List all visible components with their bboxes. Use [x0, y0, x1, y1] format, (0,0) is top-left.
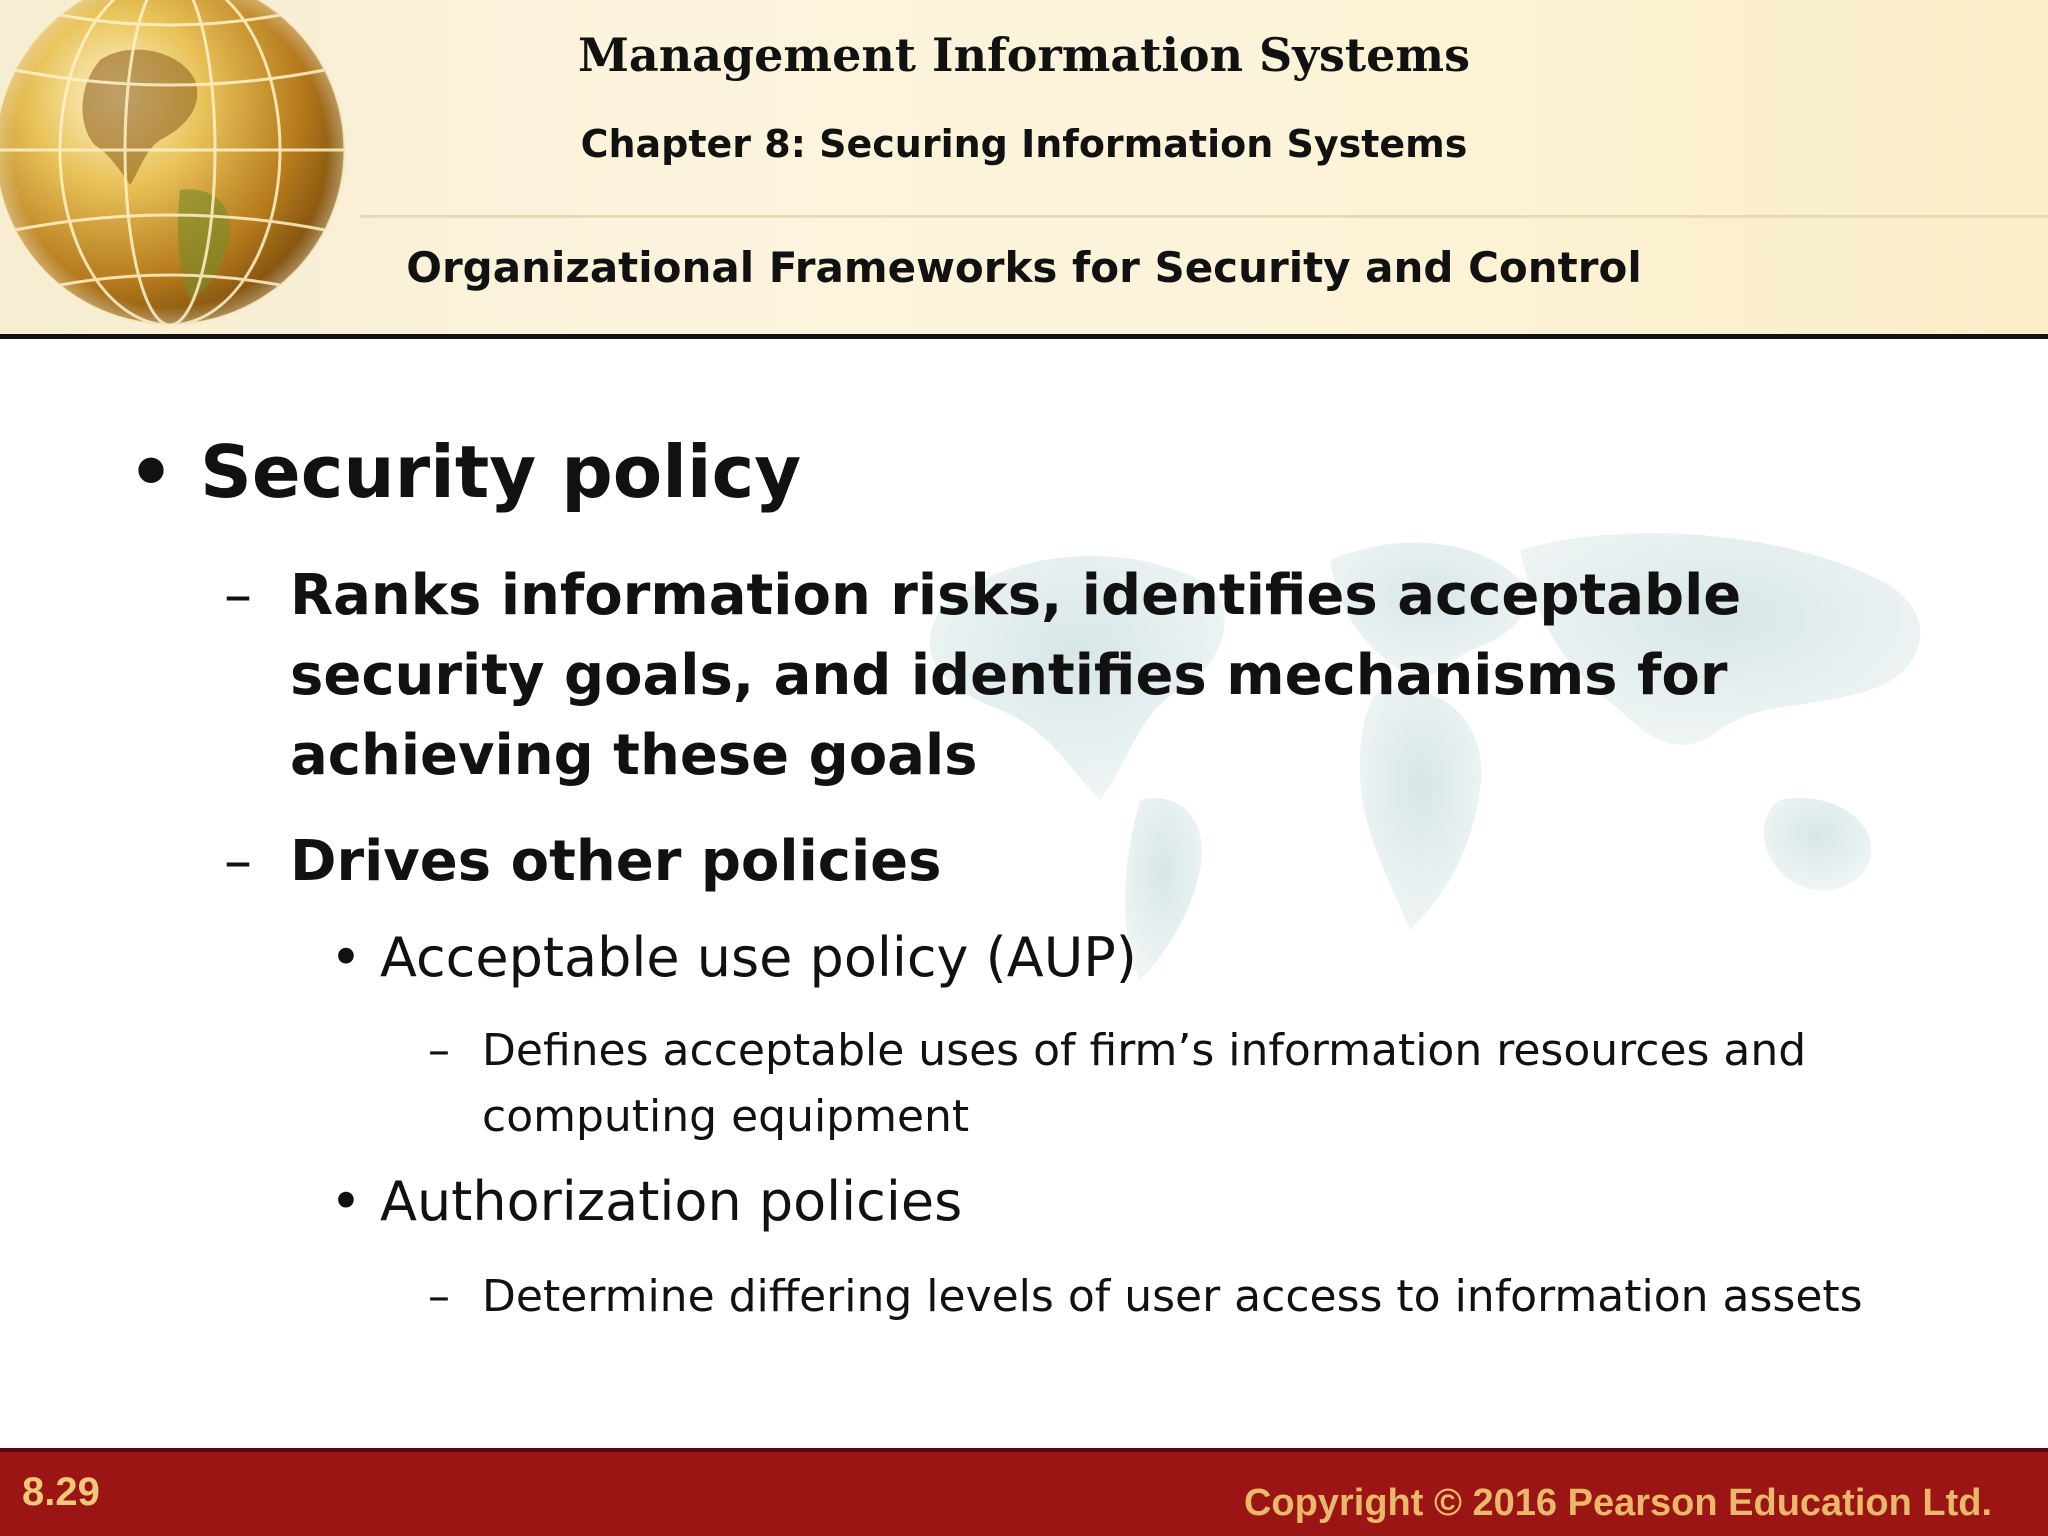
list-item	[428, 1264, 1982, 1330]
list-item	[224, 822, 1830, 902]
dash-icon: –	[428, 1025, 450, 1076]
slide-footer	[0, 1448, 2048, 1536]
subpoint-text: Authorization policies	[380, 1170, 963, 1233]
section-title: Organizational Frameworks for Security and Control	[406, 243, 1642, 292]
list-item	[330, 1170, 962, 1233]
globe-icon	[0, 0, 360, 330]
copyright-notice: Copyright © 2016 Pearson Education Ltd.	[1243, 1482, 1992, 1524]
point-text: Drives other policies	[290, 829, 942, 894]
bullet-icon: •	[330, 1170, 362, 1233]
bullet-icon: •	[330, 926, 362, 989]
book-title: Management Information Systems	[578, 28, 1470, 82]
dash-icon: –	[428, 1271, 450, 1322]
slide-number: 8.29	[22, 1470, 100, 1514]
list-item	[330, 926, 1137, 989]
chapter-title: Chapter 8: Securing Information Systems	[580, 122, 1468, 166]
topic-text: Security policy	[200, 430, 802, 514]
header-rule	[0, 334, 2048, 339]
topic-heading	[128, 430, 801, 514]
dash-icon: –	[224, 829, 252, 894]
slide-header	[0, 0, 2048, 334]
point-text: Ranks information risks, identifies acceptable security goals, and identifies mechanisms for achieving these goals	[290, 563, 1742, 788]
subpoint-text: Acceptable use policy (AUP)	[380, 926, 1137, 989]
list-item	[224, 556, 1830, 796]
bullet-icon: •	[128, 430, 175, 514]
list-item	[428, 1018, 1982, 1150]
detail-text: Defines acceptable uses of firm’s information resources and computing equipment	[482, 1025, 1807, 1142]
dash-icon: –	[224, 563, 252, 628]
header-divider	[360, 215, 2048, 218]
detail-text: Determine differing levels of user access to information assets	[482, 1271, 1863, 1322]
